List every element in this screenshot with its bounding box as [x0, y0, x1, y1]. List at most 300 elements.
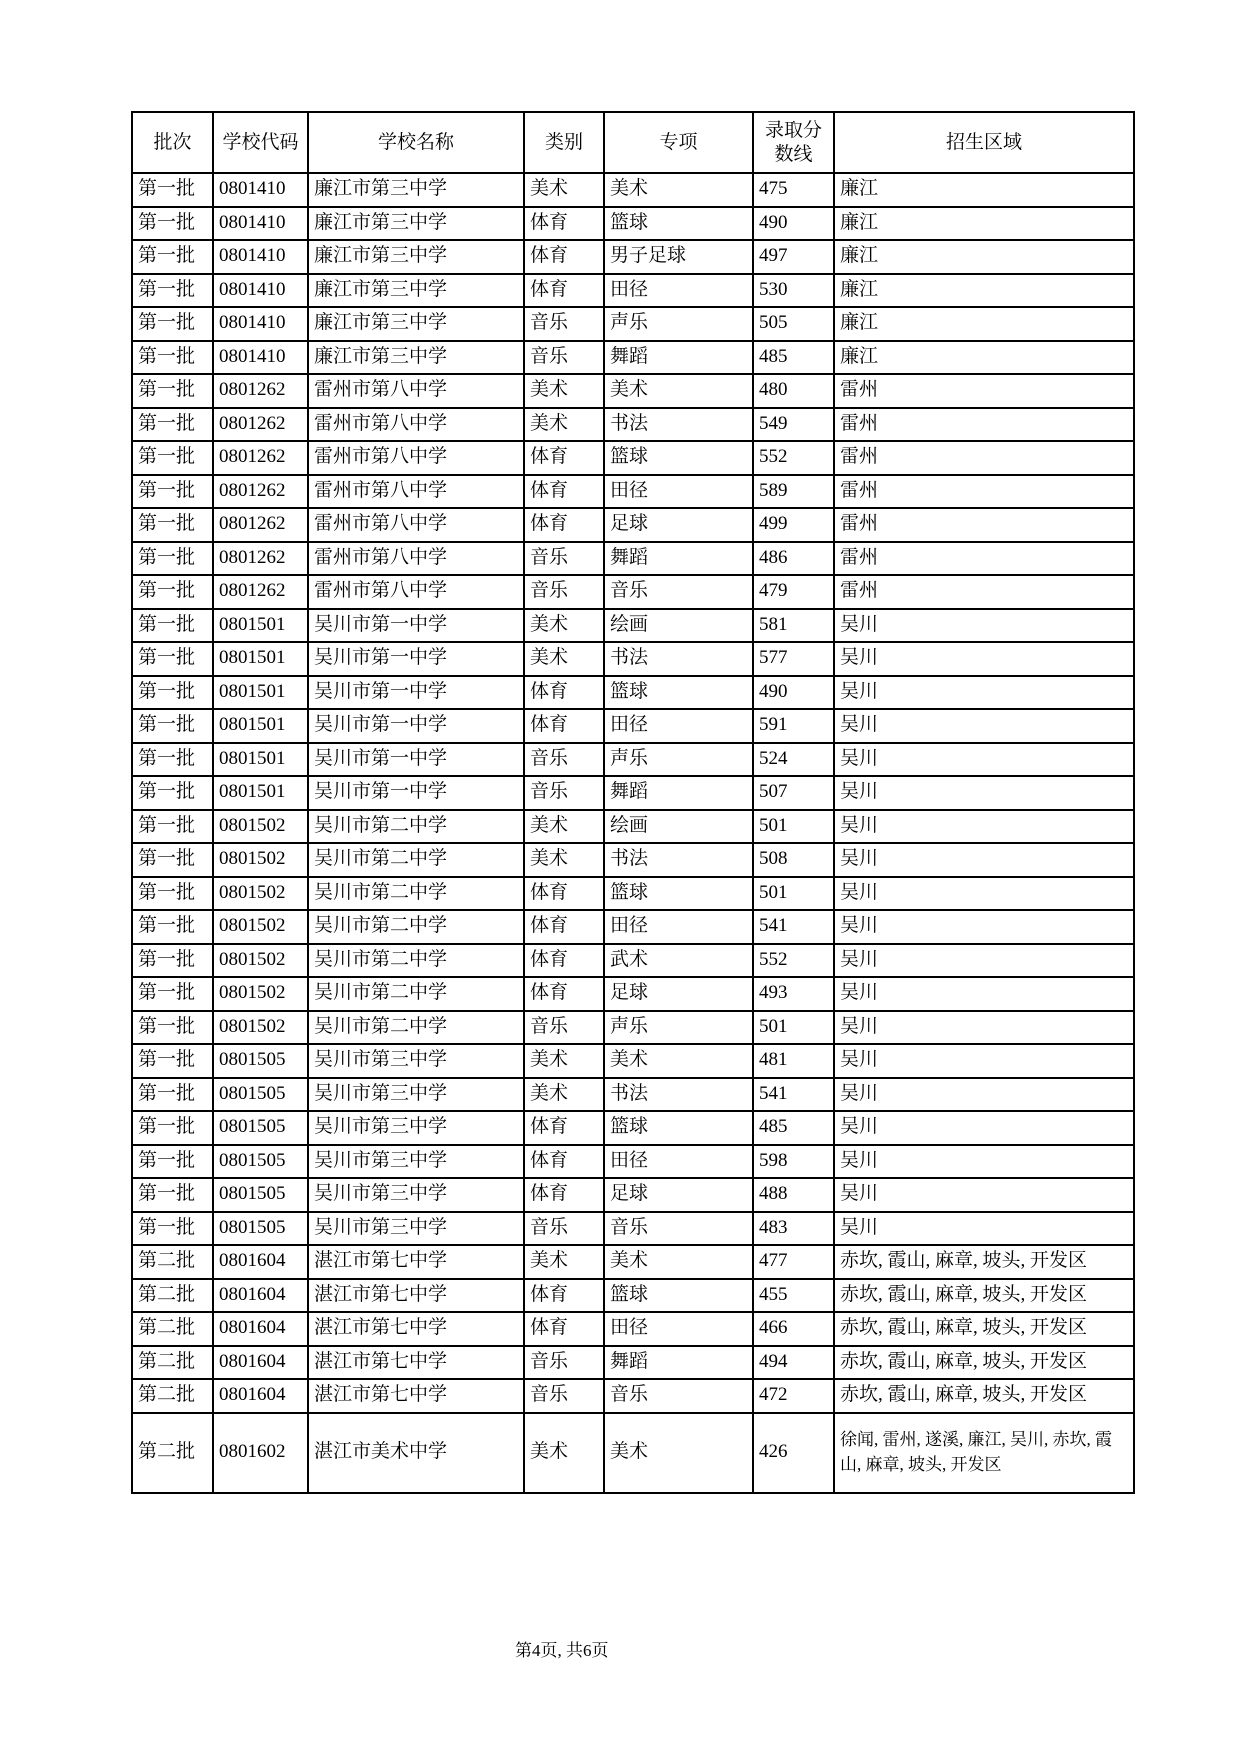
- cell-school: 吴川市第一中学: [308, 776, 524, 810]
- cell-category: 体育: [524, 441, 604, 475]
- cell-score: 477: [753, 1245, 834, 1279]
- cell-specialty: 篮球: [604, 1111, 753, 1145]
- cell-specialty: 篮球: [604, 1279, 753, 1313]
- cell-region: 雷州: [834, 408, 1134, 442]
- cell-category: 美术: [524, 810, 604, 844]
- cell-category: 体育: [524, 944, 604, 978]
- cell-region: 吴川: [834, 743, 1134, 777]
- cell-batch: 第二批: [132, 1279, 213, 1313]
- cell-category: 美术: [524, 843, 604, 877]
- cell-school: 吴川市第三中学: [308, 1145, 524, 1179]
- cell-school: 湛江市美术中学: [308, 1413, 524, 1493]
- cell-code: 0801262: [213, 441, 308, 475]
- cell-batch: 第一批: [132, 374, 213, 408]
- table-row: [132, 508, 1134, 542]
- cell-batch: 第一批: [132, 274, 213, 308]
- cell-region: 雷州: [834, 542, 1134, 576]
- cell-score: 524: [753, 743, 834, 777]
- cell-score: 481: [753, 1044, 834, 1078]
- cell-category: 体育: [524, 1178, 604, 1212]
- cell-school: 吴川市第二中学: [308, 944, 524, 978]
- cell-batch: 第一批: [132, 575, 213, 609]
- cell-batch: 第一批: [132, 642, 213, 676]
- cell-category: 体育: [524, 1279, 604, 1313]
- cell-school: 吴川市第一中学: [308, 642, 524, 676]
- cell-code: 0801505: [213, 1178, 308, 1212]
- cell-specialty: 书法: [604, 1078, 753, 1112]
- cell-category: 体育: [524, 240, 604, 274]
- cell-category: 体育: [524, 274, 604, 308]
- cell-school: 吴川市第三中学: [308, 1044, 524, 1078]
- cell-score: 541: [753, 1078, 834, 1112]
- cell-region: 吴川: [834, 642, 1134, 676]
- cell-region: 吴川: [834, 843, 1134, 877]
- cell-region: 吴川: [834, 977, 1134, 1011]
- cell-score: 589: [753, 475, 834, 509]
- cell-category: 美术: [524, 642, 604, 676]
- cell-code: 0801410: [213, 207, 308, 241]
- cell-school: 吴川市第一中学: [308, 676, 524, 710]
- cell-code: 0801262: [213, 542, 308, 576]
- cell-specialty: 书法: [604, 642, 753, 676]
- cell-category: 体育: [524, 1111, 604, 1145]
- cell-specialty: 田径: [604, 910, 753, 944]
- cell-specialty: 篮球: [604, 676, 753, 710]
- cell-code: 0801502: [213, 810, 308, 844]
- cell-region: 吴川: [834, 1178, 1134, 1212]
- cell-score: 501: [753, 1011, 834, 1045]
- cell-specialty: 武术: [604, 944, 753, 978]
- cell-region: 赤坎, 霞山, 麻章, 坡头, 开发区: [834, 1379, 1134, 1413]
- cell-school: 雷州市第八中学: [308, 408, 524, 442]
- cell-school: 吴川市第三中学: [308, 1178, 524, 1212]
- table-row: [132, 1044, 1134, 1078]
- cell-region: 徐闻, 雷州, 遂溪, 廉江, 吴川, 赤坎, 霞山, 麻章, 坡头, 开发区: [834, 1413, 1134, 1493]
- cell-batch: 第一批: [132, 843, 213, 877]
- cell-code: 0801505: [213, 1145, 308, 1179]
- table-row: [132, 307, 1134, 341]
- table-row: [132, 877, 1134, 911]
- cell-school: 雷州市第八中学: [308, 542, 524, 576]
- cell-specialty: 音乐: [604, 575, 753, 609]
- table-row: [132, 441, 1134, 475]
- cell-region: 雷州: [834, 374, 1134, 408]
- cell-batch: 第一批: [132, 910, 213, 944]
- cell-code: 0801505: [213, 1212, 308, 1246]
- cell-category: 美术: [524, 408, 604, 442]
- table-body: [132, 173, 1134, 1493]
- cell-code: 0801262: [213, 374, 308, 408]
- cell-specialty: 美术: [604, 1245, 753, 1279]
- cell-category: 美术: [524, 374, 604, 408]
- cell-school: 吴川市第三中学: [308, 1111, 524, 1145]
- cell-batch: 第一批: [132, 1011, 213, 1045]
- cell-batch: 第一批: [132, 542, 213, 576]
- cell-specialty: 美术: [604, 1044, 753, 1078]
- table-row: [132, 676, 1134, 710]
- cell-category: 体育: [524, 910, 604, 944]
- cell-region: 吴川: [834, 1111, 1134, 1145]
- cell-category: 美术: [524, 1078, 604, 1112]
- cell-score: 507: [753, 776, 834, 810]
- cell-batch: 第一批: [132, 475, 213, 509]
- table-row: [132, 810, 1134, 844]
- cell-school: 吴川市第二中学: [308, 810, 524, 844]
- cell-code: 0801604: [213, 1245, 308, 1279]
- cell-specialty: 足球: [604, 977, 753, 1011]
- cell-school: 雷州市第八中学: [308, 575, 524, 609]
- table-row: [132, 1078, 1134, 1112]
- cell-batch: 第一批: [132, 709, 213, 743]
- table-row: [132, 240, 1134, 274]
- column-header-school-name: 学校名称: [308, 112, 524, 173]
- cell-region: 雷州: [834, 441, 1134, 475]
- cell-specialty: 美术: [604, 374, 753, 408]
- cell-code: 0801501: [213, 776, 308, 810]
- cell-score: 549: [753, 408, 834, 442]
- cell-batch: 第一批: [132, 810, 213, 844]
- cell-score: 501: [753, 810, 834, 844]
- cell-region: 吴川: [834, 676, 1134, 710]
- cell-score: 486: [753, 542, 834, 576]
- cell-score: 552: [753, 944, 834, 978]
- column-header-school-code: 学校代码: [213, 112, 308, 173]
- cell-specialty: 足球: [604, 1178, 753, 1212]
- cell-code: 0801410: [213, 307, 308, 341]
- cell-code: 0801502: [213, 944, 308, 978]
- cell-specialty: 足球: [604, 508, 753, 542]
- table-row: [132, 542, 1134, 576]
- cell-specialty: 田径: [604, 274, 753, 308]
- cell-category: 音乐: [524, 1011, 604, 1045]
- cell-score: 490: [753, 676, 834, 710]
- cell-school: 湛江市第七中学: [308, 1346, 524, 1380]
- cell-region: 吴川: [834, 944, 1134, 978]
- cell-region: 廉江: [834, 240, 1134, 274]
- cell-batch: 第一批: [132, 877, 213, 911]
- cell-score: 488: [753, 1178, 834, 1212]
- header-row: [132, 112, 1134, 173]
- cell-category: 体育: [524, 1145, 604, 1179]
- cell-category: 体育: [524, 709, 604, 743]
- table-row: [132, 207, 1134, 241]
- cell-score: 530: [753, 274, 834, 308]
- cell-specialty: 田径: [604, 1312, 753, 1346]
- cell-category: 体育: [524, 508, 604, 542]
- cell-specialty: 美术: [604, 1413, 753, 1493]
- cell-code: 0801602: [213, 1413, 308, 1493]
- table-row: [132, 1111, 1134, 1145]
- cell-score: 505: [753, 307, 834, 341]
- cell-category: 音乐: [524, 1212, 604, 1246]
- cell-score: 541: [753, 910, 834, 944]
- cell-category: 体育: [524, 475, 604, 509]
- cell-code: 0801501: [213, 609, 308, 643]
- table-row: [132, 776, 1134, 810]
- cell-specialty: 舞蹈: [604, 542, 753, 576]
- cell-category: 音乐: [524, 307, 604, 341]
- cell-specialty: 绘画: [604, 609, 753, 643]
- table-row: [132, 575, 1134, 609]
- cell-region: 吴川: [834, 1044, 1134, 1078]
- cell-category: 美术: [524, 1413, 604, 1493]
- cell-code: 0801262: [213, 475, 308, 509]
- cell-region: 廉江: [834, 173, 1134, 207]
- cell-specialty: 音乐: [604, 1212, 753, 1246]
- cell-code: 0801604: [213, 1346, 308, 1380]
- cell-specialty: 田径: [604, 475, 753, 509]
- cell-batch: 第二批: [132, 1245, 213, 1279]
- cell-code: 0801501: [213, 676, 308, 710]
- cell-score: 479: [753, 575, 834, 609]
- cell-code: 0801501: [213, 709, 308, 743]
- cell-specialty: 篮球: [604, 207, 753, 241]
- cell-score: 497: [753, 240, 834, 274]
- cell-batch: 第一批: [132, 1111, 213, 1145]
- cell-code: 0801262: [213, 575, 308, 609]
- cell-school: 吴川市第二中学: [308, 910, 524, 944]
- cell-school: 雷州市第八中学: [308, 441, 524, 475]
- cell-specialty: 舞蹈: [604, 341, 753, 375]
- cell-score: 485: [753, 1111, 834, 1145]
- cell-category: 音乐: [524, 776, 604, 810]
- table-row: [132, 1178, 1134, 1212]
- table-row: [132, 374, 1134, 408]
- cell-school: 雷州市第八中学: [308, 508, 524, 542]
- table-row: [132, 609, 1134, 643]
- table-header: [132, 112, 1134, 173]
- cell-score: 577: [753, 642, 834, 676]
- table-row: [132, 1279, 1134, 1313]
- cell-region: 赤坎, 霞山, 麻章, 坡头, 开发区: [834, 1245, 1134, 1279]
- cell-batch: 第一批: [132, 944, 213, 978]
- cell-school: 湛江市第七中学: [308, 1312, 524, 1346]
- cell-specialty: 声乐: [604, 307, 753, 341]
- table-row: [132, 743, 1134, 777]
- table-row: [132, 1312, 1134, 1346]
- admission-score-table: [131, 111, 1135, 1494]
- cell-school: 吴川市第二中学: [308, 977, 524, 1011]
- table-row: [132, 910, 1134, 944]
- cell-code: 0801502: [213, 977, 308, 1011]
- cell-region: 吴川: [834, 776, 1134, 810]
- cell-school: 廉江市第三中学: [308, 274, 524, 308]
- table-row: [132, 341, 1134, 375]
- table-row: [132, 1245, 1134, 1279]
- cell-batch: 第一批: [132, 977, 213, 1011]
- cell-score: 501: [753, 877, 834, 911]
- cell-batch: 第一批: [132, 173, 213, 207]
- cell-score: 552: [753, 441, 834, 475]
- cell-batch: 第一批: [132, 1212, 213, 1246]
- cell-batch: 第一批: [132, 441, 213, 475]
- cell-code: 0801501: [213, 743, 308, 777]
- cell-region: 廉江: [834, 307, 1134, 341]
- page-number-indicator: 第4页, 共6页: [515, 1641, 609, 1660]
- cell-score: 499: [753, 508, 834, 542]
- cell-region: 雷州: [834, 575, 1134, 609]
- cell-score: 508: [753, 843, 834, 877]
- cell-code: 0801410: [213, 240, 308, 274]
- table-row: [132, 475, 1134, 509]
- cell-specialty: 田径: [604, 709, 753, 743]
- cell-batch: 第二批: [132, 1312, 213, 1346]
- cell-school: 吴川市第一中学: [308, 743, 524, 777]
- cell-code: 0801410: [213, 341, 308, 375]
- cell-region: 吴川: [834, 1078, 1134, 1112]
- cell-region: 赤坎, 霞山, 麻章, 坡头, 开发区: [834, 1279, 1134, 1313]
- cell-category: 体育: [524, 877, 604, 911]
- cell-category: 音乐: [524, 575, 604, 609]
- table-row: [132, 1011, 1134, 1045]
- cell-score: 466: [753, 1312, 834, 1346]
- table-row: [132, 408, 1134, 442]
- cell-specialty: 声乐: [604, 743, 753, 777]
- cell-category: 体育: [524, 1312, 604, 1346]
- cell-code: 0801604: [213, 1379, 308, 1413]
- cell-specialty: 男子足球: [604, 240, 753, 274]
- column-header-batch: 批次: [132, 112, 213, 173]
- cell-category: 音乐: [524, 542, 604, 576]
- cell-score: 480: [753, 374, 834, 408]
- table-row: [132, 1413, 1134, 1493]
- cell-region: 吴川: [834, 1212, 1134, 1246]
- cell-school: 廉江市第三中学: [308, 307, 524, 341]
- cell-batch: 第一批: [132, 676, 213, 710]
- cell-score: 455: [753, 1279, 834, 1313]
- cell-region: 廉江: [834, 207, 1134, 241]
- cell-region: 吴川: [834, 1011, 1134, 1045]
- cell-specialty: 声乐: [604, 1011, 753, 1045]
- cell-region: 雷州: [834, 508, 1134, 542]
- cell-specialty: 田径: [604, 1145, 753, 1179]
- cell-category: 美术: [524, 1044, 604, 1078]
- cell-category: 美术: [524, 173, 604, 207]
- cell-score: 591: [753, 709, 834, 743]
- table-row: [132, 1145, 1134, 1179]
- table-row: [132, 1346, 1134, 1380]
- cell-batch: 第一批: [132, 207, 213, 241]
- cell-batch: 第一批: [132, 1078, 213, 1112]
- cell-category: 美术: [524, 609, 604, 643]
- cell-batch: 第一批: [132, 307, 213, 341]
- cell-school: 吴川市第二中学: [308, 877, 524, 911]
- cell-batch: 第一批: [132, 240, 213, 274]
- cell-school: 廉江市第三中学: [308, 207, 524, 241]
- cell-batch: 第一批: [132, 609, 213, 643]
- cell-school: 吴川市第三中学: [308, 1212, 524, 1246]
- cell-batch: 第一批: [132, 408, 213, 442]
- cell-batch: 第二批: [132, 1379, 213, 1413]
- cell-specialty: 舞蹈: [604, 1346, 753, 1380]
- cell-school: 吴川市第二中学: [308, 843, 524, 877]
- cell-specialty: 篮球: [604, 877, 753, 911]
- cell-code: 0801505: [213, 1044, 308, 1078]
- table-row: [132, 1379, 1134, 1413]
- cell-code: 0801502: [213, 910, 308, 944]
- cell-score: 581: [753, 609, 834, 643]
- table-row: [132, 944, 1134, 978]
- cell-category: 体育: [524, 977, 604, 1011]
- cell-batch: 第一批: [132, 743, 213, 777]
- cell-region: 吴川: [834, 910, 1134, 944]
- cell-specialty: 音乐: [604, 1379, 753, 1413]
- cell-region: 吴川: [834, 609, 1134, 643]
- cell-code: 0801502: [213, 843, 308, 877]
- cell-specialty: 绘画: [604, 810, 753, 844]
- cell-batch: 第一批: [132, 1145, 213, 1179]
- cell-category: 体育: [524, 207, 604, 241]
- cell-code: 0801262: [213, 408, 308, 442]
- column-header-score-line: 录取分数线: [753, 112, 834, 173]
- cell-specialty: 美术: [604, 173, 753, 207]
- cell-region: 吴川: [834, 877, 1134, 911]
- cell-batch: 第二批: [132, 1413, 213, 1493]
- cell-school: 吴川市第一中学: [308, 709, 524, 743]
- cell-school: 廉江市第三中学: [308, 240, 524, 274]
- cell-school: 湛江市第七中学: [308, 1279, 524, 1313]
- cell-category: 音乐: [524, 743, 604, 777]
- cell-score: 490: [753, 207, 834, 241]
- cell-region: 吴川: [834, 810, 1134, 844]
- cell-specialty: 书法: [604, 843, 753, 877]
- cell-score: 598: [753, 1145, 834, 1179]
- cell-code: 0801501: [213, 642, 308, 676]
- column-header-specialty: 专项: [604, 112, 753, 173]
- table-row: [132, 843, 1134, 877]
- cell-category: 音乐: [524, 1379, 604, 1413]
- cell-region: 吴川: [834, 1145, 1134, 1179]
- table-row: [132, 1212, 1134, 1246]
- cell-school: 雷州市第八中学: [308, 374, 524, 408]
- cell-code: 0801505: [213, 1078, 308, 1112]
- cell-score: 426: [753, 1413, 834, 1493]
- cell-region: 吴川: [834, 709, 1134, 743]
- cell-specialty: 舞蹈: [604, 776, 753, 810]
- cell-code: 0801604: [213, 1279, 308, 1313]
- cell-category: 美术: [524, 1245, 604, 1279]
- cell-batch: 第一批: [132, 776, 213, 810]
- cell-score: 475: [753, 173, 834, 207]
- cell-batch: 第一批: [132, 508, 213, 542]
- cell-specialty: 篮球: [604, 441, 753, 475]
- cell-score: 494: [753, 1346, 834, 1380]
- cell-code: 0801410: [213, 274, 308, 308]
- cell-category: 体育: [524, 676, 604, 710]
- column-header-category: 类别: [524, 112, 604, 173]
- cell-school: 吴川市第一中学: [308, 609, 524, 643]
- cell-score: 485: [753, 341, 834, 375]
- cell-code: 0801505: [213, 1111, 308, 1145]
- cell-specialty: 书法: [604, 408, 753, 442]
- column-header-enrollment-region: 招生区域: [834, 112, 1134, 173]
- cell-region: 赤坎, 霞山, 麻章, 坡头, 开发区: [834, 1346, 1134, 1380]
- table-row: [132, 173, 1134, 207]
- cell-code: 0801502: [213, 1011, 308, 1045]
- cell-school: 廉江市第三中学: [308, 341, 524, 375]
- cell-batch: 第一批: [132, 1178, 213, 1212]
- cell-school: 廉江市第三中学: [308, 173, 524, 207]
- cell-region: 赤坎, 霞山, 麻章, 坡头, 开发区: [834, 1312, 1134, 1346]
- cell-code: 0801262: [213, 508, 308, 542]
- cell-category: 音乐: [524, 341, 604, 375]
- cell-batch: 第二批: [132, 1346, 213, 1380]
- cell-category: 音乐: [524, 1346, 604, 1380]
- cell-batch: 第一批: [132, 341, 213, 375]
- cell-code: 0801410: [213, 173, 308, 207]
- cell-region: 廉江: [834, 341, 1134, 375]
- cell-school: 湛江市第七中学: [308, 1379, 524, 1413]
